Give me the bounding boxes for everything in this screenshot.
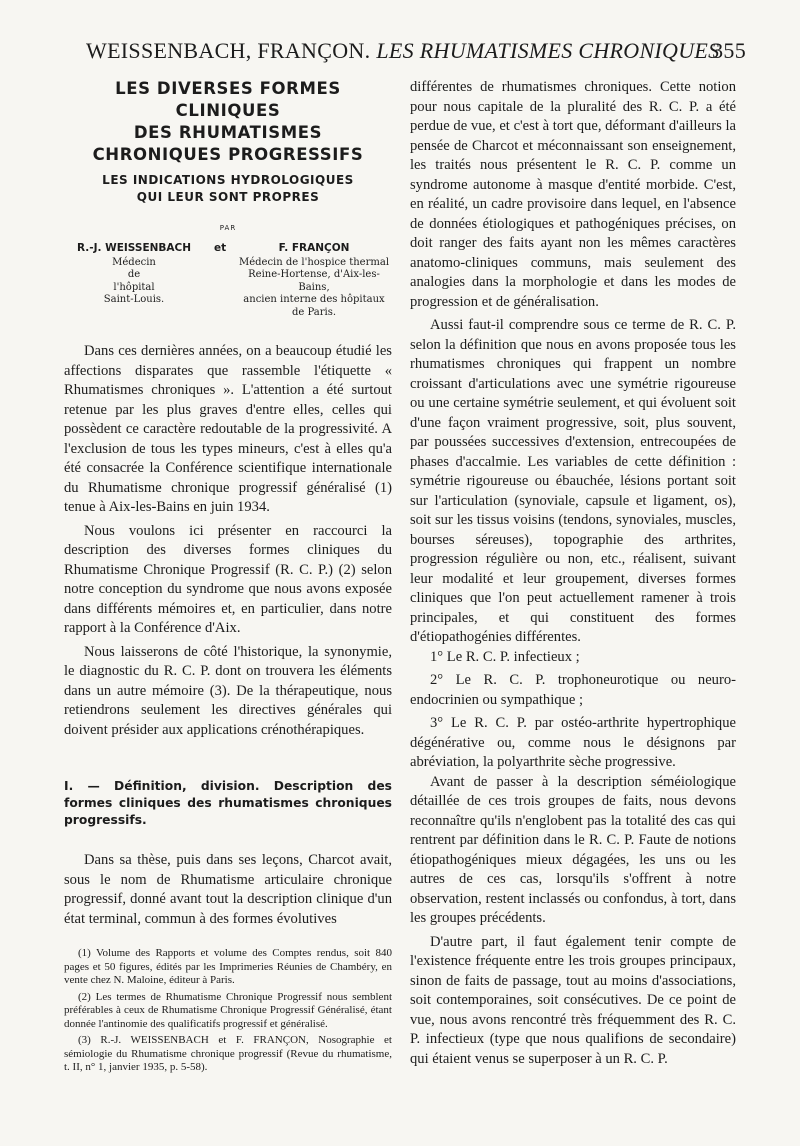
section-heading: I. — Définition, division. Description des formes cliniques des rhumatismes chroniques progressifs. [64, 779, 392, 827]
author-affiliation-line: l'hôpital [113, 281, 155, 293]
right-column [410, 78, 736, 1069]
page-number: 355 [712, 38, 746, 63]
article-subtitle [64, 172, 392, 206]
list-item: 2° Le R. C. P. trophoneurotique ou neuro-endocrinien ou sympathique ; [410, 672, 736, 708]
author-name: R.-J. WEISSENBACH [76, 242, 192, 254]
author-affiliation-line: Saint-Louis. [103, 294, 165, 305]
and-conjunction: et [214, 242, 227, 254]
title-line: CLINIQUES [175, 101, 281, 120]
list-item: 1° Le R. C. P. infectieux ; [430, 648, 580, 665]
footnotes [64, 947, 392, 1075]
left-body [64, 342, 392, 740]
author-affiliation-line: de [127, 269, 141, 280]
title-line: DES RHUMATISMES [133, 123, 323, 142]
paragraph: Nous laisserons de côté l'historique, la synonymie, le diagnostic du R. C. P. dont on trouvera les éléments dans un autre mémoire (3). De la thérapeutique, nous retiendrons seulement les directives générales qui doivent présider aux applications crénothérapiques. [64, 643, 392, 738]
paragraph: Nous voulons ici présenter en raccourci la description des diverses formes cliniques du Rhumatisme Chronique Progressif (R. C. P.) (2) selon notre conception du syndrome que nous avons exposée dans différents mémoires et, en particulier, dans notre rapport à la Conférence d'Aix. [64, 522, 392, 636]
article-title [64, 78, 392, 166]
authors-block [64, 242, 392, 330]
paragraph: Dans sa thèse, puis dans ses leçons, Charcot avait, sous le nom de Rhumatisme articulaire chronique progressif, donné avant tout la description clinique d'un état terminal, commun à des formes évolutives [64, 852, 392, 927]
paragraph: Avant de passer à la description séméiologique détaillée de ces trois groupes de faits, nous devons reconnaître qu'ils n'englobent pas la totalité des cas qui rentrent par définition dans le R. C. P. Faute de notions étiopathogéniques mieux dégagées, les uns ou les autres de ces cas, lorsqu'ils s'offrent à notre observation, restent inclassés ou confondus, à tort, dans les groupes précédents. [410, 773, 736, 926]
paragraph: D'autre part, il faut également tenir compte de l'existence fréquente entre les trois groupes principaux, sinon de faits de passage, tout au moins d'associations, soit contemporaines, soit consécutives. De ce point de vue, nous avons rencontré très fréquemment des R. C. P. infectieux (type que nous qualifions de secondaire) qui étaient venus se superposer à un R. C. P. [410, 933, 736, 1067]
author-affiliation-line: ancien interne des hôpitaux [243, 294, 385, 305]
subtitle-line: QUI LEUR SONT PROPRES [136, 190, 320, 204]
author-affiliation-line: Médecin de l'hospice thermal [238, 256, 390, 268]
paragraph: différentes de rhumatismes chroniques. Cette notion pour nous capitale de la pluralité des R. C. P. a été perdue de vue, et c'est à tort que, déformant d'ailleurs la pensée de Charcot et méconnaissant son enseignement, les traités nous présentent le R. C. P. comme un syndrome autonome à masque d'entité morbide. C'est, en réalité, un cadre provisoire dans lequel, en l'absence de données étiologiques et pathogéniques précises, on doit ranger des faits ayant non les mêmes caractères anatomo-cliniques communs, mais seulement des analogies dans la morphologie et dans les modes de progression et de généralisation. [410, 79, 736, 310]
title-line: LES DIVERSES FORMES [115, 79, 341, 98]
footnote: (1) Volume des Rapports et volume des Comptes rendus, soit 840 pages et 50 figures, édités par les Imprimeries Réunies de Chambéry, en vente chez N. Maloine, éditeur à Paris. [64, 947, 392, 986]
author-francon [234, 242, 394, 319]
footnote: (3) R.-J. WEISSENBACH et F. FRANÇON, Nosographie et sémiologie du Rhumatisme chronique progressif (Revue du rhumatisme, t. II, n° 1, janvier 1935, p. 5-58). [64, 1034, 392, 1073]
paragraph: Dans ces dernières années, on a beaucoup étudié les affections disparates que rassemble l'étiquette « Rhumatismes chroniques ». L'attention a été surtout retenue par les plus graves d'entre elles, celles qui possèdent ce caractère redoutable de la progressivité. A l'exclusion de tous les types mineurs, c'est à elles qu'a été consacrée la Conférence scientifique internationale du Rhumatisme chronique progressif généralisé (1) tenue à Aix-les-Bains en juin 1934. [64, 343, 392, 515]
running-head-title: LES RHUMATISMES CHRONIQUES [376, 38, 720, 63]
footnote: (2) Les termes de Rhumatisme Chronique Progressif nous semblent préférables à ceux de Rhumatisme Chronique Progressif Généralisé, étant donnée l'antinomie des qualificatifs progressif et généralisé. [64, 990, 392, 1030]
list-item: 3° Le R. C. P. par ostéo-arthrite hypertrophique dégénérative ou, comme nous le désignons par abréviation, la polyarthrite sèche progressive. [410, 715, 736, 770]
author-affiliation-line: de Paris. [291, 306, 337, 318]
left-column [64, 78, 392, 1078]
author-affiliation-line: Reine-Hortense, d'Aix-les-Bains, [248, 269, 380, 293]
author-affiliation-line: Médecin [112, 256, 156, 268]
par-label: PAR [219, 224, 237, 232]
running-head-authors: WEISSENBACH, FRANÇON. [86, 38, 371, 63]
forms-list [410, 648, 736, 773]
right-body [410, 78, 736, 1069]
running-head [86, 38, 746, 72]
title-line: CHRONIQUES PROGRESSIFS [92, 145, 364, 164]
author-weissenbach [74, 242, 194, 307]
subtitle-line: LES INDICATIONS HYDROLOGIQUES [102, 173, 354, 187]
left-body-continued [64, 851, 392, 929]
author-name: F. FRANÇON [278, 242, 350, 254]
paragraph: Aussi faut-il comprendre sous ce terme de R. C. P. selon la définition que nous en avons proposée tous les rhumatismes chroniques qui frappent un nombre croissant d'articulations avec une symétrie rigoureuse ou une certaine symétrie seulement, et qui évoluent soit d'une façon vraiment progressive, soit, plus souvent, par poussées successives d'extension, entrecoupées de phases d'accalmie. Les variables de cette définition : symétrie rigoureuse ou ébauchée, lésions portant soit sur l'articulation (synoviale, capsule et ligament, os), soit sur les tissus voisins (tendons, synoviales, muscles, bourses séreuses), topographie des arthrites, progression régulière ou non, etc., réalisent, suivant leur modalité et leur groupement, diverses formes cliniques que l'on peut actuellement ramener à trois principales, et qui constituent des formes d'étiopathogénies différentes. [410, 317, 736, 645]
